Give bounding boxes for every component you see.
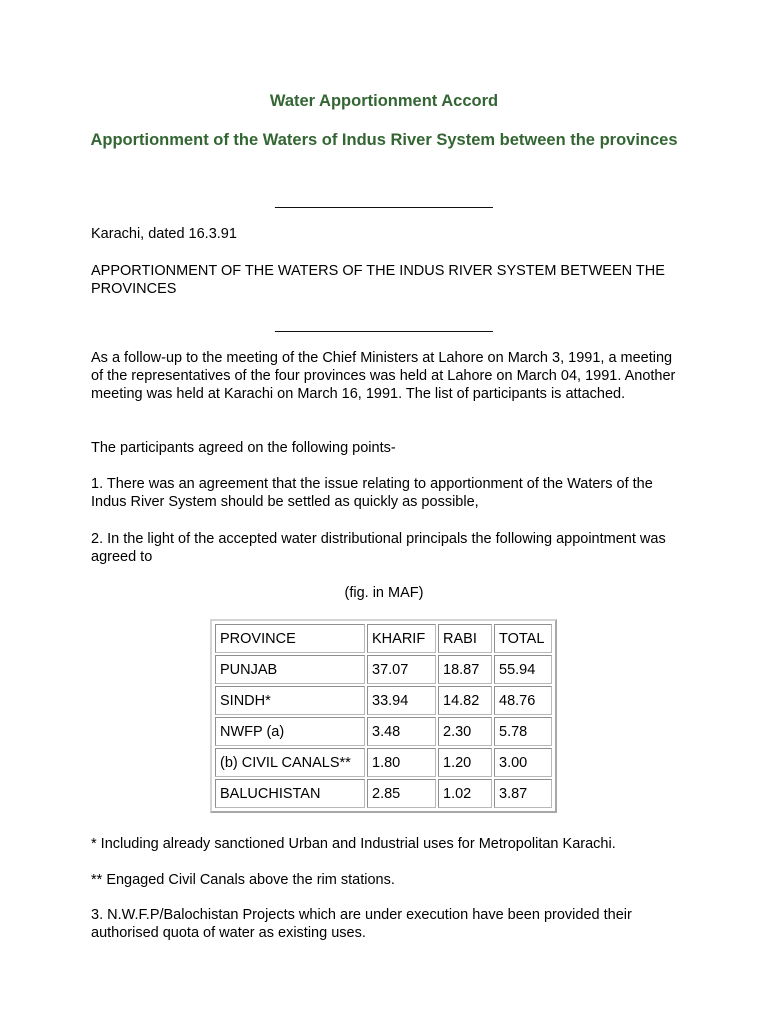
table-cell: (b) CIVIL CANALS** <box>215 748 365 777</box>
table-cell: 2.30 <box>438 717 492 746</box>
divider-line: ___________________________ <box>275 193 493 209</box>
table-cell: 48.76 <box>494 686 552 715</box>
point-2: 2. In the light of the accepted water distributional principals the following appointment was agreed to <box>91 531 666 565</box>
point-3: 3. N.W.F.P/Balochistan Projects which are under execution have been provided their authorised quota of water as existing uses. <box>91 907 632 941</box>
document-title: Water Apportionment Accord <box>269 92 499 110</box>
table-cell: 14.82 <box>438 686 492 715</box>
table-cell: 55.94 <box>494 655 552 684</box>
footnote-2: ** Engaged Civil Canals above the rim stations. <box>91 872 395 888</box>
table-row <box>215 748 552 777</box>
table-cell: BALUCHISTAN <box>215 779 365 808</box>
table-header-cell: PROVINCE <box>215 624 365 653</box>
table-cell: PUNJAB <box>215 655 365 684</box>
table-cell: 1.80 <box>367 748 436 777</box>
table-cell: 37.07 <box>367 655 436 684</box>
point-1: 1. There was an agreement that the issue relating to apportionment of the Waters of the Indus River System should be settled as quickly as possible, <box>91 476 653 510</box>
footnote-1: * Including already sanctioned Urban and Industrial uses for Metropolitan Karachi. <box>91 836 616 852</box>
table-cell: SINDH* <box>215 686 365 715</box>
table-cell: 3.00 <box>494 748 552 777</box>
divider-line: ___________________________ <box>275 317 493 333</box>
table-cell: 3.48 <box>367 717 436 746</box>
table-cell: 5.78 <box>494 717 552 746</box>
apportionment-table <box>213 622 554 810</box>
table-cell: NWFP (a) <box>215 717 365 746</box>
table-header-cell: KHARIF <box>367 624 436 653</box>
table-cell: 3.87 <box>494 779 552 808</box>
table-cell: 1.02 <box>438 779 492 808</box>
unit-note: (fig. in MAF) <box>344 585 424 601</box>
table-cell: 1.20 <box>438 748 492 777</box>
table-header-cell: RABI <box>438 624 492 653</box>
intro-paragraph: As a follow-up to the meeting of the Chief Ministers at Lahore on March 3, 1991, a meeting of the representatives of the four provinces was held at Lahore on March 04, 1991. Another meeting was held at Karachi on March 16, 1991. The list of participants is attached. <box>91 350 676 402</box>
table-header-row <box>215 624 552 653</box>
place-date: Karachi, dated 16.3.91 <box>91 226 237 242</box>
document-subtitle: Apportionment of the Waters of Indus River System between the provinces <box>90 131 678 149</box>
table-row <box>215 686 552 715</box>
table-cell: 18.87 <box>438 655 492 684</box>
table-row <box>215 655 552 684</box>
table-header-cell: TOTAL <box>494 624 552 653</box>
table-cell: 2.85 <box>367 779 436 808</box>
table-row <box>215 717 552 746</box>
apportionment-table-frame <box>210 619 557 813</box>
table-cell: 33.94 <box>367 686 436 715</box>
agreed-paragraph: The participants agreed on the following points- <box>91 440 396 456</box>
table-row <box>215 779 552 808</box>
section-heading: APPORTIONMENT OF THE WATERS OF THE INDUS RIVER SYSTEM BETWEEN THE PROVINCES <box>91 263 665 297</box>
